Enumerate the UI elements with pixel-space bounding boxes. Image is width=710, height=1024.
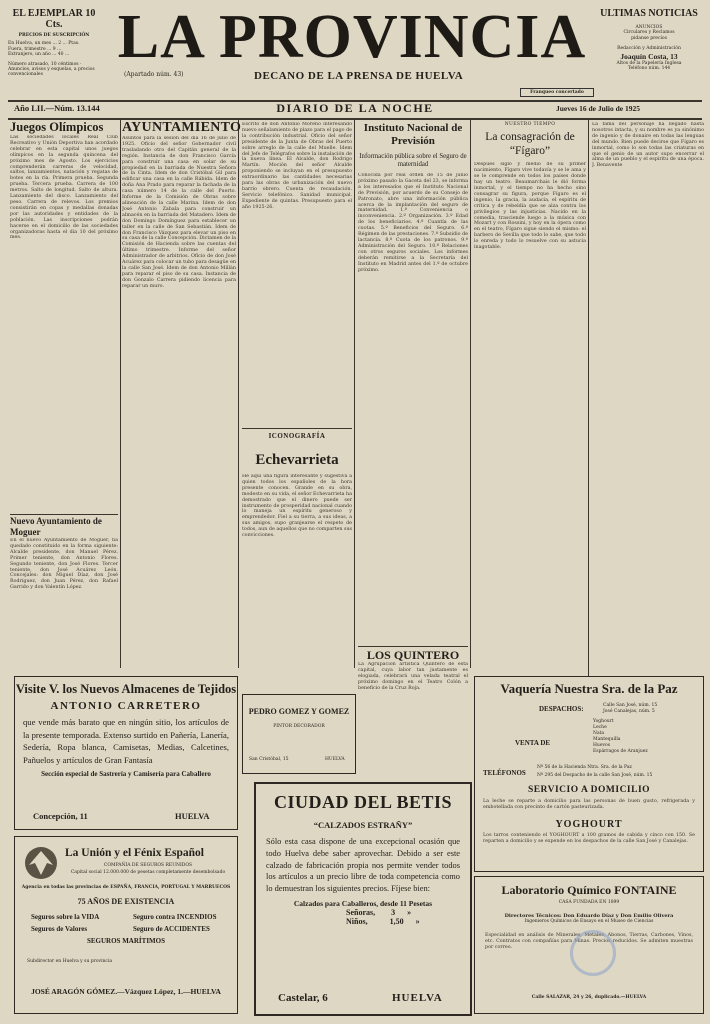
article-body: Escrito de don Antonio Moreno interesando nuevo señalamiento de plazo para el pago de la contribución industrial. Oficio del señor presidente de la Junta de Obras del Puerto sobre arreglo de la calle del Muelle. Idem del Jefe de Telégrafos sobre la instalación de la nueva línea. El Alcalde, don Rodrigo Martín. Moción del señor Alcalde proponiendo se incluyan en el presupuesto extraordinario las cantidades necesarias para las obras de urbanización del nuevo barrio obrero. Cuenta de recaudación. Servicio telefónico. Sanidad municipal. Expediente de quintas. Presupuesto para el año 1925-26. <box>242 122 352 210</box>
ad-directors-sub: Ingenieros Químicos de Ensayo en el Museo de Ciencias <box>524 919 654 925</box>
ad-slogan: “CALZADOS ESTRAÑY” <box>313 820 413 830</box>
ad-product: Mantequilla <box>593 737 621 742</box>
ad-job: PINTOR DECORADOR <box>273 724 325 729</box>
ad-title: Vaquería Nuestra Sra. de la Paz <box>500 681 678 696</box>
ad-product: Espárragos de Aranjuez <box>593 749 648 754</box>
ad-line: Seguros sobre la VIDA <box>31 913 100 921</box>
subscription-title: PRECIOS DE SUSCRIPCIÓN <box>18 33 90 38</box>
article-title: LOS QUINTERO <box>366 648 460 662</box>
ad-city: HUELVA <box>392 992 443 1004</box>
divider <box>358 646 468 647</box>
ad-sub2: Subdirector en Huelva y su provincia <box>27 959 113 964</box>
article-body: En el nuevo Ayuntamiento de Moguer, ha quedado constituido en la forma siguiente: Alcalde presidente, don Manuel Pérez. Primer teniente, don Antonio Flores. Segundo teniente, don José Flores. Tercer teniente, don José Acuárez León. Concejales: don Miguel Díaz, don José Rodríguez, don Juan Pérez, don Rafael Garrido y don Valentín López. <box>10 538 118 591</box>
section-label: ICONOGRAFÍA <box>268 432 326 440</box>
article-title: Echevarrieta <box>255 452 339 468</box>
article-figaro <box>474 122 586 672</box>
article-body: Las sociedades locales Real Club Recreativo y Unión Deportiva han acordado celebrar en esta capital unos juegos olímpicos en la segunda quincena del próximo mes de Agosto. Los ejercicios comprenderán carreras de velocidad, saltos, lanzamientos, natación y regatas de botes en la ría. Primera prueba. Segunda prueba. Tercera prueba. Carrera de 100 metros. Salto de longitud. Salto de altura. Lanzamiento del disco. Lanzamiento del peso. Carrera de relevos. Los premios consistirán en copas y medallas donadas por las autoridades y entidades de la población. Las inscripciones podrán hacerse en el domicilio de las sociedades organizadoras hasta el día 10 del próximo mes. <box>10 135 118 241</box>
column-rule <box>354 120 355 668</box>
ad-directors: Don Eduardo Díaz y Don Emilio Olivera <box>563 913 674 920</box>
telephone: Teléfono núm. 144 <box>627 66 671 72</box>
archive-seal <box>570 930 616 976</box>
subscription-line: Fuera, trimestre ... 9 ... <box>8 46 62 52</box>
article-title: Juegos Olímpicos <box>10 120 104 134</box>
ad-note: Agencia en todas las provincias de ESPAÑA, FRANCIA, PORTUGAL Y MARRUECOS <box>21 885 231 890</box>
ad-section: Sección especial de Sastrería y Camisería para Caballero <box>41 770 211 778</box>
ad-price-value: 1,50 <box>389 916 404 926</box>
ad-body: Especialidad en análisis de Minerales, Metales, Abonos, Tierras, Carbones, Vinos, etc. Contratos con compañías para Minas. Precios reducidos. Se admiten muestras por correo. <box>485 932 693 950</box>
article-juegos <box>10 120 118 517</box>
ad-capital: Capital social 12.000.000 de pesetas completamente desembolsado <box>70 870 226 875</box>
ad-phone: Nº 295 del Despacho de la calle San José, núm. 15 <box>537 773 653 778</box>
ad-union-fenix <box>14 836 238 1014</box>
ad-list-item: Calle San José, núm. 15 <box>603 703 658 708</box>
ad-price-row <box>346 917 470 926</box>
ads-line: Circulares y Reclamos <box>623 30 675 36</box>
ad-carretero <box>14 676 238 830</box>
article-body: La Agrupación artística Quintero de esta capital, cuya labor tan justamente es elogiada, celebrará una velada teatral el próximo domingo en el Teatro Colón a beneficio de la Cruz Roja. <box>358 662 468 690</box>
article-echevarrieta <box>242 432 352 642</box>
subscription-line: En Huelva, un mes ... 2 ... Ptas. <box>8 41 80 47</box>
ad-name: PEDRO GOMEZ Y GOMEZ <box>248 707 350 716</box>
divider <box>242 428 352 429</box>
column-rule <box>120 120 121 668</box>
news-title: ULTIMAS NOTICIAS <box>600 8 698 19</box>
ad-product: Yoghourt <box>593 719 614 724</box>
redaccion-label: Redacción y Administración <box>617 46 681 52</box>
ad-product: Huevos <box>593 743 611 748</box>
news-block <box>594 8 704 71</box>
apartado: (Apartado núm. 43) <box>124 71 184 78</box>
diario-label: DIARIO DE LA NOCHE <box>276 101 434 115</box>
ad-service-text: La leche se reparte a domicilio para las personas de buen gusto, refrigerada y embotellada con precinto de cartón pasteurizada. <box>483 799 695 810</box>
ad-line: SEGUROS MARÍTIMOS <box>87 937 165 945</box>
ad-price-row <box>346 908 470 917</box>
ad-title: Visite V. los Nuevos Almacenes de Tejidos <box>15 682 237 696</box>
phoenix-logo <box>23 845 59 881</box>
ad-label: VENTA DE <box>515 739 551 747</box>
article-figaro-cont <box>592 122 704 670</box>
ad-address: Concepción, 11 <box>33 811 88 821</box>
ad-vaqueria <box>474 676 704 872</box>
price-title: EL EJEMPLAR 10 Cts. <box>12 8 96 30</box>
column-rule <box>470 120 471 668</box>
subscription-note: Número atrasado, 10 céntimos · Anuncios, avisos y esquelas, a precios convencionales <box>8 61 95 78</box>
ad-line: Seguros de Valores <box>31 925 88 933</box>
ad-ciudad-betis <box>254 782 472 1016</box>
ad-product: Nata <box>593 731 605 736</box>
ad-product: Leche <box>593 725 607 730</box>
ad-price-unit: » <box>415 916 420 926</box>
article-title: Nuevo Ayuntamiento de Moguer <box>10 516 102 537</box>
ad-address: San Cristóbal, 15 <box>249 757 289 762</box>
article-body: Después siglo y medio de su primer nacimiento, Fígaro vive todavía y se le ama y se le comprende en todos los países donde hay un teatro. Beaumarchais le dió forma inmortal, y el tiempo no ha hecho sino consagrar su figura, porque Fígaro es el ingenio, la gracia, la audacia, el espíritu de crítica y de rebeldía que se alza contra los privilegios y las injusticias. Nacido en la comedia, trasciende luego a la música con Mozart y con Rossini, y hoy en la ópera como en el teatro, Fígaro sigue siendo el mismo: el barbero de Sevilla que todo lo sabe, que todo lo enreda y todo lo resuelve con su astucia inagotable. <box>474 162 586 251</box>
ad-title: CIUDAD DEL BETIS <box>273 792 453 812</box>
newspaper-subtitle: DECANO DE LA PRENSA DE HUELVA <box>254 70 464 82</box>
ad-price-main: 11 Pesetas <box>399 898 433 908</box>
redaccion-name: Joaquín Costa, 13 <box>620 51 678 61</box>
issue-date: Jueves 16 de Julio de 1925 <box>556 104 640 113</box>
ad-price-row <box>256 899 470 908</box>
article-title: AYUNTAMIENTO <box>122 120 242 135</box>
article-body: He aquí una figura interesante y sugestiva a quien todos los españoles de la hora presente conocen. Grande en su obra, modesto en su vida, el señor Echevarrieta ha demostrado que el dinero puede ser instrumento de prosperidad nacional cuando lo maneja un espíritu generoso y emprendedor. Fiel a su tierra, a sus ideas, a sus amigos, supo granjearse el respeto de todos, aun de aquellos que no comparten sus convicciones. <box>242 474 352 539</box>
ad-label: TELÉFONOS <box>483 769 526 777</box>
ad-years: 75 AÑOS DE EXISTENCIA <box>77 897 175 906</box>
ads-line: ANUNCIOS <box>635 25 663 30</box>
article-title: La consagración de “Fígaro” <box>485 131 575 157</box>
article-ayuntamiento <box>122 120 242 664</box>
ad-title: La Unión y el Fénix Español <box>65 847 204 859</box>
ad-agent: JOSÉ ARAGÓN GÓMEZ.—Vázquez López, 1.—HUELVA <box>31 987 221 996</box>
ad-label: DESPACHOS: <box>539 705 584 713</box>
price-block <box>8 8 100 78</box>
ad-line: Seguro de ACCIDENTES <box>133 925 210 933</box>
ad-name: ANTONIO CARRETERO <box>50 700 202 712</box>
ad-yoghourt: YOGHOURT <box>555 819 623 830</box>
redaccion-address: Altos de la Papelería Inglesa <box>616 60 682 66</box>
ad-phone: Nº 56 de la Hacienda Ntra. Sra. de la Paz <box>537 765 632 770</box>
franqueo-badge: Franqueo concertado <box>520 88 594 97</box>
article-moguer <box>10 516 118 672</box>
ad-body: que vende más barato que en ningún sitio, los artículos de la presente temporada. Extenso surtido en Pañería, Lanería, Sedería, Ropa blanca, Camisetas, Medias, Calcetines, Pañuelos y artículos de Gran Fantasía <box>23 717 229 765</box>
article-sesion <box>242 122 352 424</box>
ad-city: HUELVA <box>175 811 210 821</box>
ad-price-unit: » <box>407 907 412 917</box>
ad-title: Laboratorio Químico FONTAINE <box>501 883 677 897</box>
ad-label: Directores Técnicos: <box>504 913 562 920</box>
column-rule <box>238 120 239 668</box>
ad-address: Castelar, 6 <box>278 992 328 1004</box>
article-quintero <box>358 648 468 690</box>
article-subtitle: Información pública sobre el Seguro de maternidad <box>359 153 467 168</box>
ad-price-value: 3 <box>391 907 396 917</box>
ad-body: Sólo esta casa dispone de una excepcional ocasión que todo Huelva debe saber aprovechar. Debido a ser este calzado de fabricación propia nos permite vender todos los artículos a un precio libre de toda competencia como lo demuestran los siguientes precios. Fíjese bien: <box>266 837 460 894</box>
ad-price-label: Calzados para Caballeros, desde <box>293 898 398 908</box>
article-instituto <box>358 122 468 621</box>
article-body: La fama del personaje ha llegado hasta nosotros intacta, y su nombre es ya sinónimo de ingenio y de donaire en todas las lenguas del mundo. Bien puede decirse que Fígaro es inmortal, como lo son todas las criaturas en que el genio de un autor supo encerrar el alma de un pueblo y el espíritu de una época. J. Benavente <box>592 122 704 169</box>
ad-sub: COMPAÑÍA DE SEGUROS REUNIDOS <box>103 863 193 868</box>
article-body: Asuntos para la sesión del día 16 de julio de 1925. Oficio del señor Gobernador civil trasladando otro del Capitán general de la región. Instancia de don Francisco García para construir una casa en solar de su propiedad en la barriada de Nuestra Señora de la Cinta. Idem de don Cristóbal Gil para edificar una casa en la calle Rábida. Idem de doña Ana Prado para reparar la fachada de la casa número 14 de la calle del Puerto. Informe de la Comisión de Obras sobre alineación de la calle Marina. Idem de don José Antonio Zabala para construir un almacén en la barriada del Matadero. Idem de don Domingo Domínguez para establecer un taller en la calle de San Sebastián. Idem de don Francisco Vázquez para elevar un piso en su casa de la calle Concepción. Dictamen de la Comisión de Hacienda sobre las cuentas del último trimestre. Informe del señor Administrador de arbitrios. Oficio de don José Acuárez para colocar un tubo para desagüe en la calle San José. Idem de don Antonio Millán para reparar el piso de su casa. Instancia de don Gonzalo Carrera pidiendo licencia para reparar un muro. <box>122 136 236 289</box>
newspaper-title: LA PROVINCIA <box>117 3 587 71</box>
ad-sub: CASA FUNDADA EN 1899 <box>558 900 620 905</box>
year-issue: Año LII.—Núm. 13.144 <box>14 103 100 113</box>
ad-price-label: Niños, <box>346 916 368 926</box>
ad-list-item: José Canalejas, núm. 5 <box>603 709 655 714</box>
article-title: Instituto Nacional de Previsión <box>363 122 463 147</box>
subscription-line: Extranjero, un año ... 40 ... <box>8 52 70 58</box>
ads-line: pidanse precios <box>631 35 667 41</box>
column-rule <box>588 120 589 676</box>
ad-city: HUELVA <box>325 757 345 762</box>
ad-yoghourt-text: Los tarros conteniendo el YOGHOURT a 100 gramos de cabida y cinco con 150. Se reparten a domicilio y se expende en los despachos de la calle San José y Canalejas. <box>483 833 695 844</box>
ad-line: Seguro contra INCENDIOS <box>133 913 217 921</box>
section-label: NUESTRO TIEMPO <box>504 122 556 127</box>
divider <box>10 514 118 515</box>
ad-price-label: Señoras, <box>346 907 376 917</box>
ad-address: Calle SALAZAR, 24 y 26, duplicado.—HUELVA <box>531 995 647 1000</box>
ad-service: SERVICIO A DOMICILIO <box>527 785 651 795</box>
ad-pintor <box>242 694 356 774</box>
article-body: Conocida por real orden de 15 de junio próximo pasado la Gaceta del 23, se informa a los interesados que el Instituto Nacional de Previsión, por acuerdo de su Consejo de Patronato, abre una información pública acerca de la implantación del seguro de maternidad. 1.º Conveniencia o inconveniencia. 2.º Organización. 3.º Edad de los beneficiarios. 4.º Cuantía de las cuotas. 5.º Beneficios del Seguro. 6.º Régimen de las prestaciones. 7.º Subsidio de lactancia. 8.º Cuota de los patronos. 9.º Administración del Seguro. 10.º Relaciones con otros seguros sociales. Los informes deberán remitirse a la Secretaría del Instituto en Madrid antes del 1.º de octubre próximo. <box>358 173 468 273</box>
